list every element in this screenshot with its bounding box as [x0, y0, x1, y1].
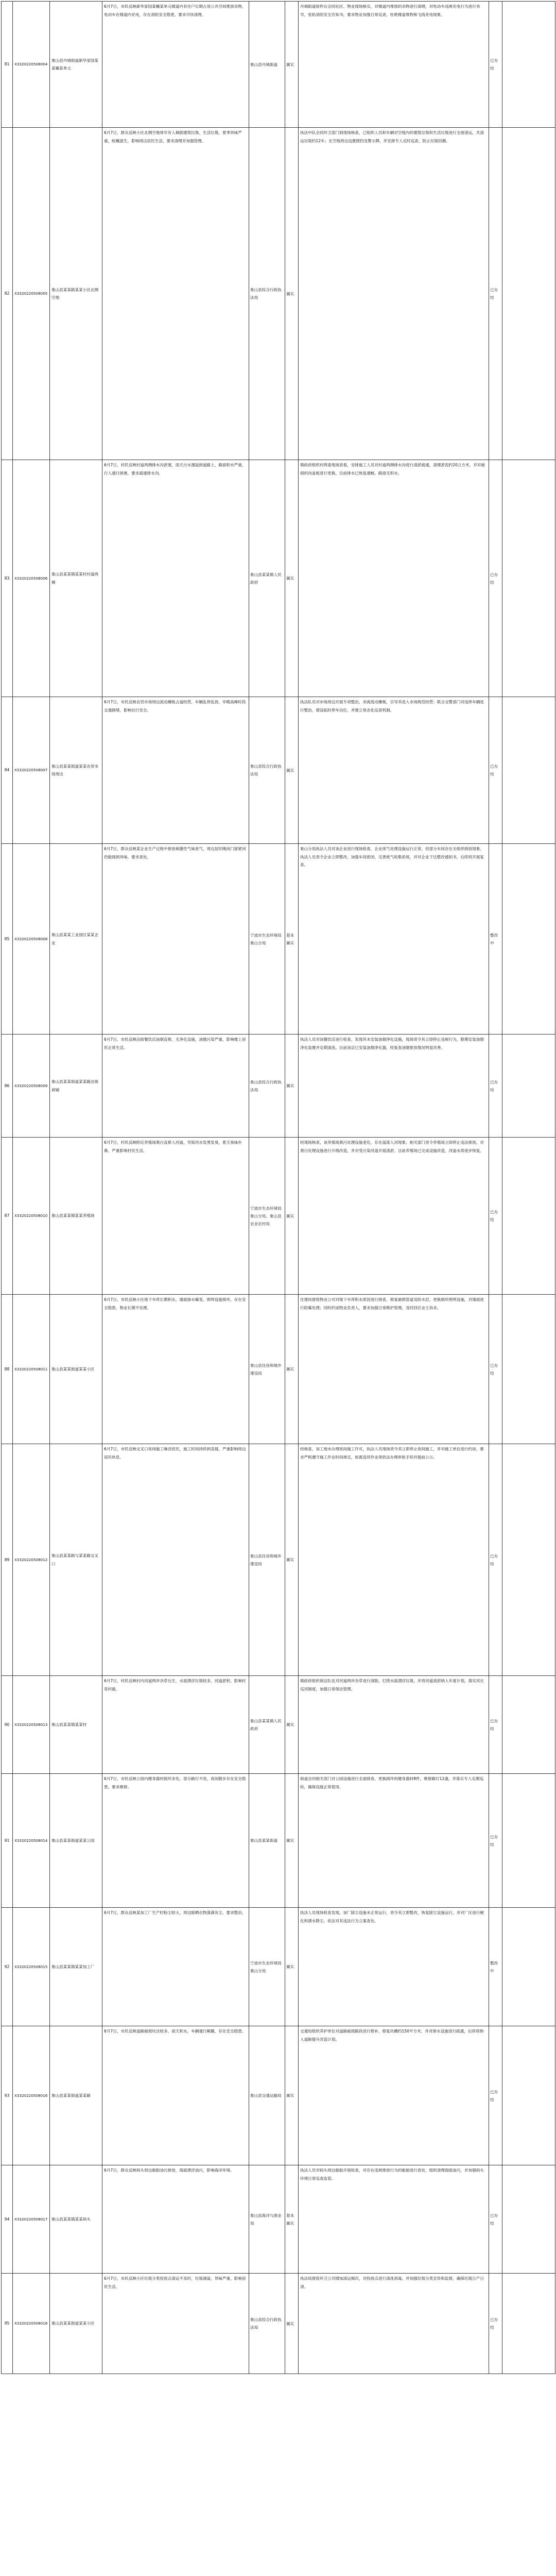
rectification-status: 整改中	[489, 844, 502, 1035]
verification-status: 属实	[285, 1295, 299, 1444]
responsible-department: 象山县综合行政执法局	[249, 697, 285, 844]
remarks-cell	[502, 460, 555, 697]
case-id: X3320220508017	[13, 2165, 50, 2274]
table-row	[2, 128, 555, 460]
complaint-location: 象山县某某镇某某加工厂	[50, 1908, 102, 2026]
responsible-department: 宁波市生态环境局象山分局、象山县农业农村局	[249, 1138, 285, 1295]
remarks-cell	[502, 2026, 555, 2165]
row-number: 92	[2, 1908, 13, 2026]
complaint-location: 象山县某某镇某某养殖场	[50, 1138, 102, 1295]
handling-result: 丹城街道接件后会同社区、物业现场核实，对楼道内堆放的杂物进行清理，对电动车违规充电行为进行劝导，张贴消防安全告知书，要求物业加强日常巡查，杜绝楼道堆物和飞线充电现象。	[299, 2, 489, 128]
responsible-department: 象山县海洋与渔业局	[249, 2165, 285, 2274]
complaint-content: 6月7日，市民反映小区垃圾分类投放点清运不及时，垃圾满溢，异味严重，影响居民生活。	[102, 2274, 249, 2374]
case-id: X3320220508008	[13, 844, 50, 1035]
complaint-content: 6月7日，村民反映村内河道两岸杂草丛生，水面漂浮垃圾较多，河道淤积，影响村容村貌。	[102, 1676, 249, 1774]
rectification-status: 已办结	[489, 2, 502, 128]
table-row	[2, 1035, 555, 1138]
table-row	[2, 697, 555, 844]
complaint-content: 6月7日，村民反映村道两侧排水沟淤塞，雨天污水漫溢到道路上，路面积水严重，行人通行困难，要求疏通排水沟。	[102, 460, 249, 697]
table-row	[2, 2274, 555, 2374]
complaint-location: 象山县丹城街道新华家园某某幢某单元	[50, 2, 102, 128]
responsible-department: 象山县综合行政执法局	[249, 128, 285, 460]
complaint-location: 象山县某某路与某某路交叉口	[50, 1444, 102, 1676]
verification-status: 属实	[285, 1138, 299, 1295]
case-id: X3320220508016	[13, 2026, 50, 2165]
table-row	[2, 1138, 555, 1295]
responsible-department: 象山县住房和城乡建设局	[249, 1444, 285, 1676]
verification-status: 基本属实	[285, 2165, 299, 2274]
case-id: X3320220508013	[13, 1676, 50, 1774]
complaint-location: 象山县某某街道某某公园	[50, 1774, 102, 1908]
responsible-department: 宁波市生态环境局象山分局	[249, 844, 285, 1035]
responsible-department: 象山县综合行政执法局	[249, 2274, 285, 2374]
rectification-status: 已办结	[489, 1774, 502, 1908]
row-number: 88	[2, 1295, 13, 1444]
complaint-content: 6月7日，市民反映道路破损坑洼较多，雨天积水，车辆通行颠簸，存在安全隐患。	[102, 2026, 249, 2165]
remarks-cell	[502, 1676, 555, 1774]
remarks-cell	[502, 1774, 555, 1908]
table-row	[2, 1908, 555, 2026]
verification-status: 属实	[285, 1676, 299, 1774]
complaint-location: 象山县某某镇某某村村道两侧	[50, 460, 102, 697]
remarks-cell	[502, 2274, 555, 2374]
complaint-content: 6月7日，群众反映某加工厂生产时粉尘较大，周边晾晒衣物落满灰尘，要求整治。	[102, 1908, 249, 2026]
case-id: X3320220508005	[13, 128, 50, 460]
handling-result: 执法局督促环卫公司增加清运频次，对投放点进行清洗消毒，并加强垃圾分类宣传和监督，确保垃圾日产日清。	[299, 2274, 489, 2374]
case-id: X3320220508006	[13, 460, 50, 697]
verification-status: 属实	[285, 460, 299, 697]
table-row	[2, 2, 555, 128]
handling-result: 镇政府组织村两委现场查看，安排施工人员对村道两侧排水沟进行清淤疏通，清理淤泥约20立方米，并对破损的沟盖板进行更换，目前排水已恢复通畅，路面无积水。	[299, 460, 489, 697]
remarks-cell	[502, 2165, 555, 2274]
responsible-department: 象山县交通运输局	[249, 2026, 285, 2165]
complaint-content: 6月7日，群众反映码头周边船舶油污排放，海面漂浮油污，影响海洋环境。	[102, 2165, 249, 2274]
rectification-status: 已办结	[489, 2165, 502, 2274]
case-id: X3320220508009	[13, 1035, 50, 1138]
complaint-location: 象山县某某镇某某码头	[50, 2165, 102, 2274]
complaint-content: 6月7日，群众反映某企业生产过程中排放刺激性气味废气，周边居民晚间门窗紧闭仍能闻到异味，要求查处。	[102, 844, 249, 1035]
row-number: 93	[2, 2026, 13, 2165]
rectification-status: 已办结	[489, 1295, 502, 1444]
case-id: X3320220508011	[13, 1295, 50, 1444]
rectification-status: 已办结	[489, 1444, 502, 1676]
row-number: 85	[2, 844, 13, 1035]
remarks-cell	[502, 128, 555, 460]
handling-result: 象山分局执法人员对该企业进行现场检查，企业废气处理设施运行正常，但部分车间存在无组织排放现象。执法人员责令企业立即整改，加强车间密闭，完善废气收集系统，并对企业下达整改通知书，后续将开展复查。	[299, 844, 489, 1035]
responsible-department: 象山县某某镇人民政府	[249, 460, 285, 697]
responsible-department: 象山县某某街道	[249, 1774, 285, 1908]
complaint-table	[1, 1, 555, 2374]
complaint-content: 6月7日，市民反映公园内健身器材损坏多处，部分路灯不亮，夜间散步存在安全隐患，要求维修。	[102, 1774, 249, 1908]
table-row	[2, 1676, 555, 1774]
rectification-status: 已办结	[489, 1138, 502, 1295]
handling-result: 镇政府组织保洁队伍对河道两岸杂草进行清除，打捞水面漂浮垃圾，并将河道清淤纳入年度计划，落实河长巡河制度，加强日常保洁管理。	[299, 1676, 489, 1774]
complaint-content: 6月7日，市民反映交叉口夜间施工噪音扰民，施工时间持续到凌晨，严重影响周边居民休息。	[102, 1444, 249, 1676]
handling-result: 执法人员对码头周边船舶开展检查，对存在违规排放行为的船舶进行查处，组织清理海面油污，并加强码头环境日常巡查监管。	[299, 2165, 489, 2274]
remarks-cell	[502, 844, 555, 1035]
rectification-status: 整改中	[489, 1908, 502, 2026]
remarks-cell	[502, 697, 555, 844]
table-row	[2, 1295, 555, 1444]
complaint-location: 象山县某某街道某某路	[50, 2026, 102, 2165]
handling-result: 执法队员对市场周边开展专项整治，劝离流动摊贩，引导其进入市场规范经营；联合交警部门对违停车辆进行整治，增设临时停车泊位，并建立常态化巡查机制。	[299, 697, 489, 844]
remarks-cell	[502, 1138, 555, 1295]
verification-status: 属实	[285, 1908, 299, 2026]
handling-result: 执法人员现场检查发现，该厂除尘设施未正常运行，责令其立即整改，恢复除尘设施运行，并对厂区进行硬化和洒水降尘，依法对其违法行为立案查处。	[299, 1908, 489, 2026]
handling-result: 经现场核查，该养殖场粪污处理设施老化，存在溢流入河现象。相关部门责令养殖场立即停止违法排放，对粪污处理设施进行升级改造，并对受污染河道开展清淤。目前养殖场已完成设施改造，河道水质逐步恢复。	[299, 1138, 489, 1295]
table-row	[2, 460, 555, 697]
row-number: 81	[2, 2, 13, 128]
handling-result: 执法人员对该餐饮店进行检查，发现其未安装油烟净化设施，现场责令其立即停止违规行为，限期安装油烟净化装置并定期清洗。目前该店已安装油烟净化器，经复查油烟排放情况明显改善。	[299, 1035, 489, 1138]
verification-status: 属实	[285, 2274, 299, 2374]
complaint-content: 6月7日，群众反映小区北侧空地常年有人倾倒建筑垃圾、生活垃圾，夏季异味严重，蚊蝇滋生，影响周边居民生活，要求清理并加强管理。	[102, 128, 249, 460]
case-id: X3320220508010	[13, 1138, 50, 1295]
case-id: X3320220508007	[13, 697, 50, 844]
case-id: X3320220508018	[13, 2274, 50, 2374]
table-row	[2, 1444, 555, 1676]
rectification-status: 已办结	[489, 1676, 502, 1774]
complaint-location: 象山县某某路某某小区北侧空地	[50, 128, 102, 460]
remarks-cell	[502, 1444, 555, 1676]
responsible-department: 象山县丹城街道	[249, 2, 285, 128]
verification-status: 基本属实	[285, 844, 299, 1035]
row-number: 94	[2, 2165, 13, 2274]
rectification-status: 已办结	[489, 697, 502, 844]
responsible-department: 宁波市生态环境局象山分局	[249, 1908, 285, 2026]
row-number: 84	[2, 697, 13, 844]
verification-status: 属实	[285, 1774, 299, 1908]
rectification-status: 已办结	[489, 128, 502, 460]
verification-status: 属实	[285, 2, 299, 128]
handling-result: 街道会同相关部门对公园设施进行全面排查，更换损坏的健身器材8件，维修路灯12盏，并落实专人定期巡检，确保设施正常使用。	[299, 1774, 489, 1908]
handling-result: 交通局组织养护单位对道路破损路段进行修补，修复坑槽约150平方米，并对排水设施进行疏通，后续将纳入道路提升改造计划。	[299, 2026, 489, 2165]
complaint-content: 6月7日，市民反映小区地下车库长期积水，墙面渗水霉变，照明设施损坏，存在安全隐患，物业长期不处理。	[102, 1295, 249, 1444]
case-id: X3320220508014	[13, 1774, 50, 1908]
rectification-status: 已办结	[489, 1035, 502, 1138]
row-number: 90	[2, 1676, 13, 1774]
rectification-status: 已办结	[489, 2274, 502, 2374]
row-number: 89	[2, 1444, 13, 1676]
complaint-location: 象山县某某街道某某小区	[50, 2274, 102, 2374]
verification-status: 属实	[285, 1444, 299, 1676]
responsible-department: 象山县综合行政执法局	[249, 1035, 285, 1138]
remarks-cell	[502, 2, 555, 128]
verification-status: 属实	[285, 128, 299, 460]
rectification-status: 已办结	[489, 460, 502, 697]
complaint-location: 象山县某某街道某某路沿街商铺	[50, 1035, 102, 1138]
complaint-location: 象山县某某街道某某小区	[50, 1295, 102, 1444]
verification-status: 属实	[285, 1035, 299, 1138]
row-number: 95	[2, 2274, 13, 2374]
remarks-cell	[502, 1035, 555, 1138]
handling-result: 住建局督促物业公司对地下车库积水原因进行排查，修复破损管道及防水层，更换损坏照明设施，对墙面进行防霉处理；同时约谈物业负责人，要求加强日常维护管理，及时回应业主诉求。	[299, 1295, 489, 1444]
table-row	[2, 2165, 555, 2274]
remarks-cell	[502, 1295, 555, 1444]
case-id: X3320220508004	[13, 2, 50, 128]
case-id: X3320220508012	[13, 1444, 50, 1676]
rectification-status: 已办结	[489, 2026, 502, 2165]
table-row	[2, 1774, 555, 1908]
handling-result: 经核查，该工地未办理夜间施工许可，执法人员现场责令其立即停止夜间施工，并对施工单位进行约谈，要求严格遵守施工作业时间规定，如需连续作业须依法办理审批手续并提前公示。	[299, 1444, 489, 1676]
row-number: 87	[2, 1138, 13, 1295]
complaint-location: 象山县某某工业园区某某企业	[50, 844, 102, 1035]
responsible-department: 象山县住房和城乡建设局	[249, 1295, 285, 1444]
row-number: 82	[2, 128, 13, 460]
case-id: X3320220508015	[13, 1908, 50, 2026]
complaint-location: 象山县某某街道某某农贸市场周边	[50, 697, 102, 844]
complaint-content: 6月7日，村民反映附近养殖场粪污直排入河道，导致河水发黑发臭，夏天臭味扑鼻，严重影响村民生活。	[102, 1138, 249, 1295]
verification-status: 属实	[285, 697, 299, 844]
handling-result: 执法中队会同环卫部门到现场核查，已组织人员和车辆对空地内的建筑垃圾和生活垃圾进行全面清运，共清运垃圾约12车；在空地周边设置围挡及警示牌，并安排专人定时巡查，防止垃圾回潮。	[299, 128, 489, 460]
responsible-department: 象山县某某镇人民政府	[249, 1676, 285, 1774]
remarks-cell	[502, 1908, 555, 2026]
table-row	[2, 844, 555, 1035]
verification-status: 属实	[285, 2026, 299, 2165]
table-row	[2, 2026, 555, 2165]
complaint-content: 6月7日，市民反映沿街餐饮店油烟直排，无净化设施，油烟污染严重，影响楼上居民正常生活。	[102, 1035, 249, 1138]
complaint-content: 6月7日，市民反映新华家园某幢某单元楼道内有住户长期占用公共空间堆放杂物，电动车在楼道内充电，存在消防安全隐患，要求尽快清理。	[102, 2, 249, 128]
row-number: 91	[2, 1774, 13, 1908]
row-number: 86	[2, 1035, 13, 1138]
row-number: 83	[2, 460, 13, 697]
complaint-location: 象山县某某镇某某村	[50, 1676, 102, 1774]
complaint-content: 6月7日，市民反映农贸市场周边流动摊贩占道经营，车辆乱停乱放，早晚高峰时段交通拥堵，影响出行安全。	[102, 697, 249, 844]
